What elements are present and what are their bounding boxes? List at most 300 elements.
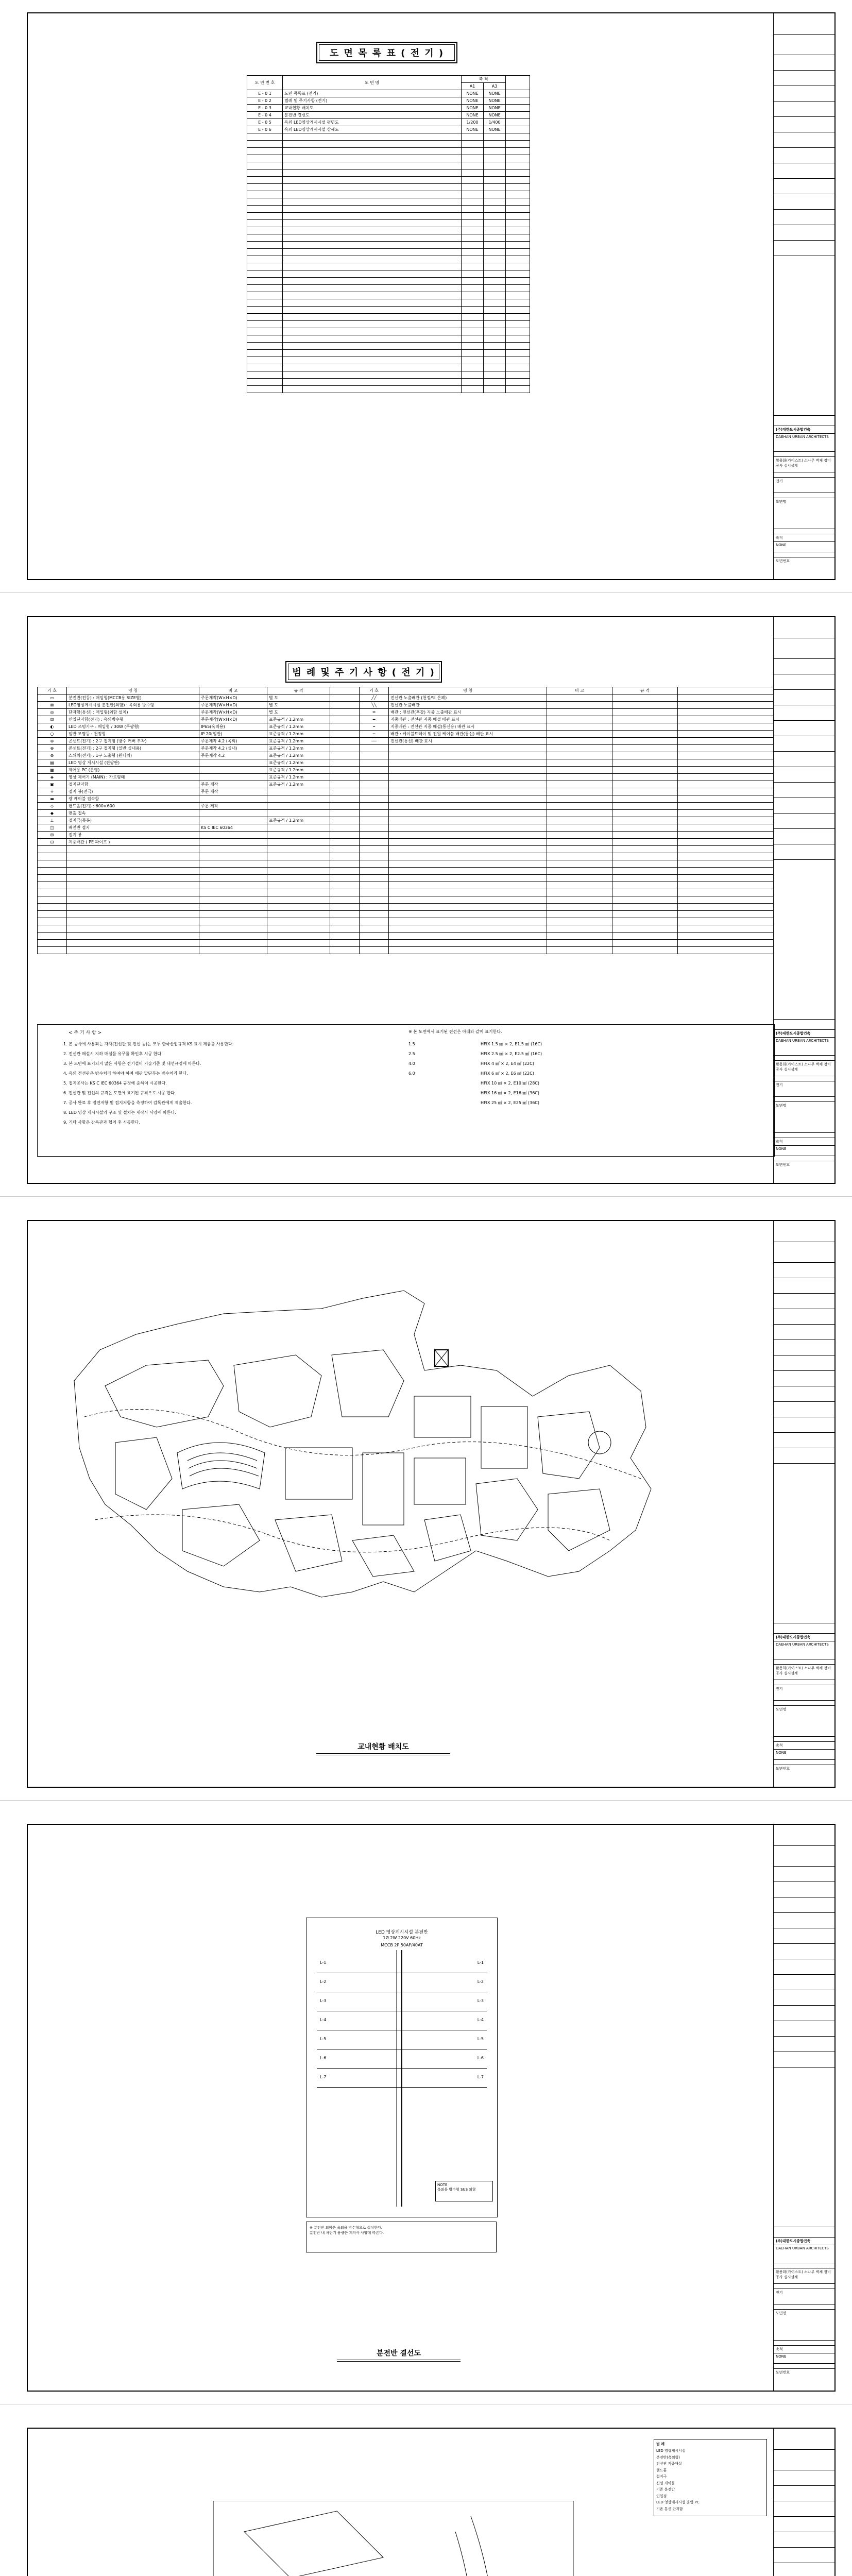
cell-a1 [462, 242, 484, 249]
table-row [247, 148, 530, 155]
cell-a1 [462, 184, 484, 191]
cell-empty [506, 213, 530, 220]
legend-name [67, 853, 199, 860]
tb-divider [774, 1736, 834, 1737]
tb-row [774, 658, 834, 659]
legend-table [37, 687, 774, 954]
legend-symbol-icon [38, 853, 67, 860]
cell-a1 [462, 133, 484, 141]
legend-blank [330, 860, 360, 868]
cell-name [283, 249, 462, 256]
legend-name [389, 832, 547, 839]
cell-name [283, 227, 462, 234]
circuit-row [317, 1992, 487, 2011]
legend-blank [678, 810, 774, 817]
cell-name [283, 133, 462, 141]
legend-note [199, 839, 267, 846]
legend-symbol-icon [360, 889, 389, 896]
plan-legend-item: 기존 통신 단자함 [656, 2506, 683, 2511]
cell-a3 [484, 335, 506, 343]
legend-row [38, 731, 774, 738]
legend-spec [612, 795, 678, 803]
legend-name [389, 889, 547, 896]
legend-name: LED영상게시시설 분전반(외함) : 옥외용 방수형 [67, 702, 199, 709]
legend-note [547, 723, 612, 731]
tb-row [774, 1912, 834, 1913]
legend-blank [330, 904, 360, 911]
legend-blank [678, 839, 774, 846]
note-item: 3. 본 도면에 표기되지 않은 사항은 전기설비 기술기준 및 내선규정에 따른다. [63, 1061, 201, 1066]
cell-empty [506, 321, 530, 328]
legend-name [389, 752, 547, 759]
tb-no-label: 도면번호 [774, 557, 834, 565]
legend-note [199, 947, 267, 954]
legend-spec: 표준규격 / 1.2mm [267, 767, 330, 774]
circuit-label-right: L-3 [477, 1998, 484, 2003]
legend-spec [612, 702, 678, 709]
legend-blank [330, 759, 360, 767]
cell-name: 교내현황 배치도 [283, 105, 462, 112]
legend-blank [678, 817, 774, 824]
cell-name [283, 155, 462, 162]
legend-blank [330, 774, 360, 781]
legend-name: 배전반 접지 [67, 824, 199, 832]
legend-note [199, 925, 267, 933]
legend-blank [330, 752, 360, 759]
legend-blank [678, 947, 774, 954]
cell-no: E - 0 6 [247, 126, 283, 133]
cell-a3 [484, 133, 506, 141]
legend-note [547, 781, 612, 788]
legend-spec [267, 904, 330, 911]
cell-a3 [484, 263, 506, 270]
legend-symbol-icon [360, 947, 389, 954]
cell-empty [506, 119, 530, 126]
cell-empty [506, 292, 530, 299]
site-plan-caption [316, 1741, 450, 1755]
table-row [247, 198, 530, 206]
legend-row [38, 803, 774, 810]
wire-mark: 6.0 [408, 1071, 415, 1076]
cell-no [247, 177, 283, 184]
cell-no [247, 364, 283, 371]
tb-scale-label: 축척 [774, 534, 834, 541]
legend-spec [612, 911, 678, 918]
legend-blank [330, 723, 360, 731]
cell-a1 [462, 371, 484, 379]
legend-spec [267, 918, 330, 925]
cell-no: E - 0 4 [247, 112, 283, 119]
tb-company-sub: DAEHAN URBAN ARCHITECTS [774, 2245, 834, 2251]
legend-spec [612, 781, 678, 788]
cell-name [283, 285, 462, 292]
table-row [247, 256, 530, 263]
legend-blank [330, 795, 360, 803]
plan-legend-item: 신설 케이블 [656, 2481, 675, 2485]
legend-spec [612, 738, 678, 745]
legend-blank [330, 896, 360, 904]
legend-note [547, 702, 612, 709]
tb-sheet-label: 도면명 [774, 498, 834, 505]
legend-note [547, 752, 612, 759]
panel-note-spec: 옥외용 방수형 SUS 외함 [437, 2188, 476, 2192]
legend-blank [330, 911, 360, 918]
legend-note [547, 832, 612, 839]
cell-name [283, 335, 462, 343]
legend-symbol-icon: ○ [38, 731, 67, 738]
cell-a3 [484, 379, 506, 386]
cell-name [283, 321, 462, 328]
legend-symbol-icon [360, 925, 389, 933]
circuit-label-left: L-6 [320, 2056, 327, 2060]
legend-note [199, 896, 267, 904]
tb-project: 활용화(카이스트) 소나무 벽체 정비공사 실시설계 [774, 1664, 834, 1677]
table-row [247, 314, 530, 321]
led-plan-drawing [213, 2501, 574, 2576]
cell-name [283, 314, 462, 321]
legend-name [389, 947, 547, 954]
table-row [247, 371, 530, 379]
cell-a3 [484, 198, 506, 206]
legend-blank [678, 694, 774, 702]
cell-a1 [462, 292, 484, 299]
cell-name [283, 170, 462, 177]
legend-symbol-icon [360, 767, 389, 774]
cell-a3: NONE [484, 105, 506, 112]
legend-note [547, 810, 612, 817]
legend-name [389, 774, 547, 781]
legend-blank [678, 795, 774, 803]
circuit-row [317, 2030, 487, 2049]
tb-row [774, 689, 834, 690]
tb-row [774, 2036, 834, 2037]
cell-no [247, 299, 283, 307]
legend-symbol-icon [38, 933, 67, 940]
legend-symbol-icon [360, 824, 389, 832]
sheet-panel-diagram [27, 1824, 836, 2392]
circuit-row [317, 1954, 487, 1973]
cell-empty [506, 371, 530, 379]
circuit-label-right: L-6 [477, 2056, 484, 2060]
legend-name [67, 882, 199, 889]
legend-spec: 별 도 [267, 709, 330, 716]
cell-a3 [484, 162, 506, 170]
lg-col-sym2: 기 호 [360, 687, 389, 694]
cell-empty [506, 285, 530, 292]
tb-divider [774, 1759, 834, 1760]
legend-note [199, 795, 267, 803]
cell-name [283, 343, 462, 350]
cell-name [283, 148, 462, 155]
tb-divider [774, 1019, 834, 1020]
legend-note [547, 875, 612, 882]
cell-a3 [484, 278, 506, 285]
table-row [247, 292, 530, 299]
legend-note [547, 860, 612, 868]
circuit-row [317, 2011, 487, 2030]
legend-blank [330, 875, 360, 882]
legend-spec [267, 875, 330, 882]
cell-name [283, 307, 462, 314]
legend-spec [612, 832, 678, 839]
legend-spec [267, 882, 330, 889]
tb-row [774, 828, 834, 829]
cell-no [247, 335, 283, 343]
tb-row [774, 813, 834, 814]
legend-spec [612, 860, 678, 868]
legend-spec [612, 694, 678, 702]
cell-empty [506, 314, 530, 321]
legend-name: 배관 : 전선관(후강) 지중 노출배관 표시 [389, 709, 547, 716]
table-row [247, 112, 530, 119]
panel-bottom-text1: ※ 분전반 외함은 옥외용 방수형으로 설치한다. [310, 2226, 382, 2230]
cell-a3 [484, 343, 506, 350]
legend-note [547, 731, 612, 738]
cell-no [247, 213, 283, 220]
legend-spec [612, 918, 678, 925]
legend-symbol-icon [360, 853, 389, 860]
legend-spec [267, 940, 330, 947]
legend-symbol-icon [360, 904, 389, 911]
legend-note [547, 896, 612, 904]
table-row [247, 357, 530, 364]
cell-a1 [462, 227, 484, 234]
legend-symbol-icon: ▤ [38, 759, 67, 767]
legend-spec [612, 759, 678, 767]
legend-name [67, 860, 199, 868]
wire-item: HFIX 1.5 ㎟ × 2, E1.5 ㎟ (16C) [481, 1042, 542, 1046]
tb-company: (주)대한도시종합건축 [774, 2237, 834, 2245]
plan-legend-item: 분전반(옥외형) [656, 2455, 680, 2460]
legend-blank [678, 803, 774, 810]
legend-row [38, 839, 774, 846]
circuit-row [317, 1973, 487, 1992]
legend-symbol-icon [360, 759, 389, 767]
legend-spec: 표준규격 / 1.2mm [267, 738, 330, 745]
legend-spec [267, 896, 330, 904]
tb-divider [774, 1096, 834, 1097]
legend-symbol-icon [360, 860, 389, 868]
cell-empty [506, 270, 530, 278]
tb-divider [774, 415, 834, 416]
legend-symbol-icon [360, 868, 389, 875]
legend-note [547, 759, 612, 767]
tb-scale-label: 축척 [774, 1138, 834, 1145]
legend-name: 전선관(통신) 배관 표시 [389, 738, 547, 745]
circuit-label-left: L-2 [320, 1979, 327, 1984]
legend-row [38, 694, 774, 702]
cell-a1 [462, 191, 484, 198]
legend-blank [678, 889, 774, 896]
legend-row [38, 767, 774, 774]
legend-row [38, 918, 774, 925]
legend-symbol-icon [360, 781, 389, 788]
cell-a1 [462, 321, 484, 328]
tb-scale-label: 축척 [774, 1741, 834, 1749]
title-block [773, 13, 834, 579]
cell-a1 [462, 220, 484, 227]
cell-no [247, 234, 283, 242]
legend-symbol-icon: ▣ [38, 781, 67, 788]
legend-blank [678, 752, 774, 759]
cell-a3 [484, 206, 506, 213]
tb-row [774, 859, 834, 860]
tb-project: 활용화(카이스트) 소나무 벽체 정비공사 실시설계 [774, 2268, 834, 2281]
legend-row [38, 759, 774, 767]
cell-empty [506, 242, 530, 249]
legend-blank [330, 925, 360, 933]
legend-symbol-icon [38, 911, 67, 918]
table-row [247, 321, 530, 328]
legend-note [199, 889, 267, 896]
cell-a1 [462, 213, 484, 220]
legend-symbol-icon [360, 940, 389, 947]
cell-a3 [484, 184, 506, 191]
cell-a3 [484, 292, 506, 299]
legend-blank [330, 817, 360, 824]
legend-name: 지중배관 : 전선관 지중 매설(통신용) 배관 표시 [389, 723, 547, 731]
cell-a3 [484, 350, 506, 357]
legend-name [389, 824, 547, 832]
tb-company: (주)대한도시종합건축 [774, 1029, 834, 1037]
legend-note [199, 767, 267, 774]
legend-blank [330, 853, 360, 860]
legend-blank [330, 832, 360, 839]
legend-blank [330, 788, 360, 795]
legend-spec [267, 933, 330, 940]
cell-empty [506, 177, 530, 184]
cell-no [247, 170, 283, 177]
cell-name: 옥외 LED영상게시시설 평면도 [283, 119, 462, 126]
drawing-list-table [247, 75, 530, 393]
cell-a1 [462, 364, 484, 371]
table-row [247, 379, 530, 386]
legend-blank [678, 896, 774, 904]
legend-note: 주문제작 4.2 (실내) [199, 745, 267, 752]
legend-name [389, 911, 547, 918]
legend-spec [612, 709, 678, 716]
lg-col-blank [330, 687, 360, 694]
legend-spec [267, 911, 330, 918]
cell-empty [506, 227, 530, 234]
table-row [247, 191, 530, 198]
tb-scale-value: NONE [774, 1749, 834, 1756]
legend-spec [612, 940, 678, 947]
legend-name [67, 868, 199, 875]
legend-note [547, 788, 612, 795]
legend-spec [267, 795, 330, 803]
table-row [247, 307, 530, 314]
sheet-site-plan [27, 1220, 836, 1788]
legend-note [199, 832, 267, 839]
legend-spec [612, 716, 678, 723]
cell-empty [506, 256, 530, 263]
legend-name [389, 810, 547, 817]
legend-spec: 표준규격 / 1.2mm [267, 781, 330, 788]
cell-empty [506, 299, 530, 307]
legend-row [38, 752, 774, 759]
legend-note: 주문 제작 [199, 781, 267, 788]
cell-name: 도면 목록표 (전기) [283, 90, 462, 97]
legend-spec [612, 723, 678, 731]
circuit-label-right: L-1 [477, 1960, 484, 1965]
legend-spec [612, 933, 678, 940]
cell-no: E - 0 2 [247, 97, 283, 105]
tb-no-label: 도면번호 [774, 1765, 834, 1772]
legend-blank [678, 868, 774, 875]
table-row [247, 184, 530, 191]
cell-empty [506, 364, 530, 371]
col-a3: A3 [484, 83, 506, 90]
legend-note [199, 911, 267, 918]
table-row [247, 162, 530, 170]
legend-blank [330, 918, 360, 925]
tb-company-sub: DAEHAN URBAN ARCHITECTS [774, 1037, 834, 1044]
legend-symbol-icon [360, 882, 389, 889]
cell-a1 [462, 206, 484, 213]
legend-symbol-icon [38, 918, 67, 925]
legend-row [38, 824, 774, 832]
cell-name [283, 379, 462, 386]
lg-col-spec: 규 격 [267, 687, 330, 694]
legend-blank [330, 882, 360, 889]
legend-name: 일반 조명등 : 천정형 [67, 731, 199, 738]
cell-a1 [462, 263, 484, 270]
table-row [247, 220, 530, 227]
legend-symbol-icon: ⊖ [38, 745, 67, 752]
tb-project: 활용화(카이스트) 소나무 벽체 정비공사 실시설계 [774, 456, 834, 469]
legend-row [38, 896, 774, 904]
legend-name: 핸드홀(전기) : 600×600 [67, 803, 199, 810]
cell-a1 [462, 249, 484, 256]
tb-no-label: 도면번호 [774, 1161, 834, 1168]
cell-name [283, 191, 462, 198]
legend-note [547, 940, 612, 947]
cell-name [283, 256, 462, 263]
legend-symbol-icon: ╱╱ [360, 694, 389, 702]
legend-note [199, 817, 267, 824]
legend-blank [678, 853, 774, 860]
legend-note [199, 904, 267, 911]
wire-marks [408, 1039, 470, 1078]
legend-symbol-icon [38, 947, 67, 954]
cell-a1 [462, 299, 484, 307]
legend-spec [267, 803, 330, 810]
legend-symbol-icon: ◫ [38, 824, 67, 832]
legend-spec [612, 824, 678, 832]
lg-col-spec2: 규 격 [612, 687, 678, 694]
cell-no [247, 314, 283, 321]
legend-symbol-icon: ── [360, 738, 389, 745]
legend-row [38, 702, 774, 709]
title-block [773, 617, 834, 1183]
legend-spec [267, 868, 330, 875]
legend-name [389, 803, 547, 810]
wire-mark: 2.5 [408, 1052, 415, 1056]
legend-note: 주문제작(W×H×D) [199, 709, 267, 716]
cell-a3 [484, 307, 506, 314]
tb-field: 전기 [774, 1685, 834, 1692]
legend-blank [678, 918, 774, 925]
legend-blank [678, 882, 774, 889]
tb-divider [774, 2363, 834, 2364]
cell-empty [506, 350, 530, 357]
cell-a1 [462, 270, 484, 278]
table-row [247, 234, 530, 242]
tb-row [774, 2449, 834, 2450]
circuit-list [317, 1954, 487, 2088]
legend-blank [678, 846, 774, 853]
